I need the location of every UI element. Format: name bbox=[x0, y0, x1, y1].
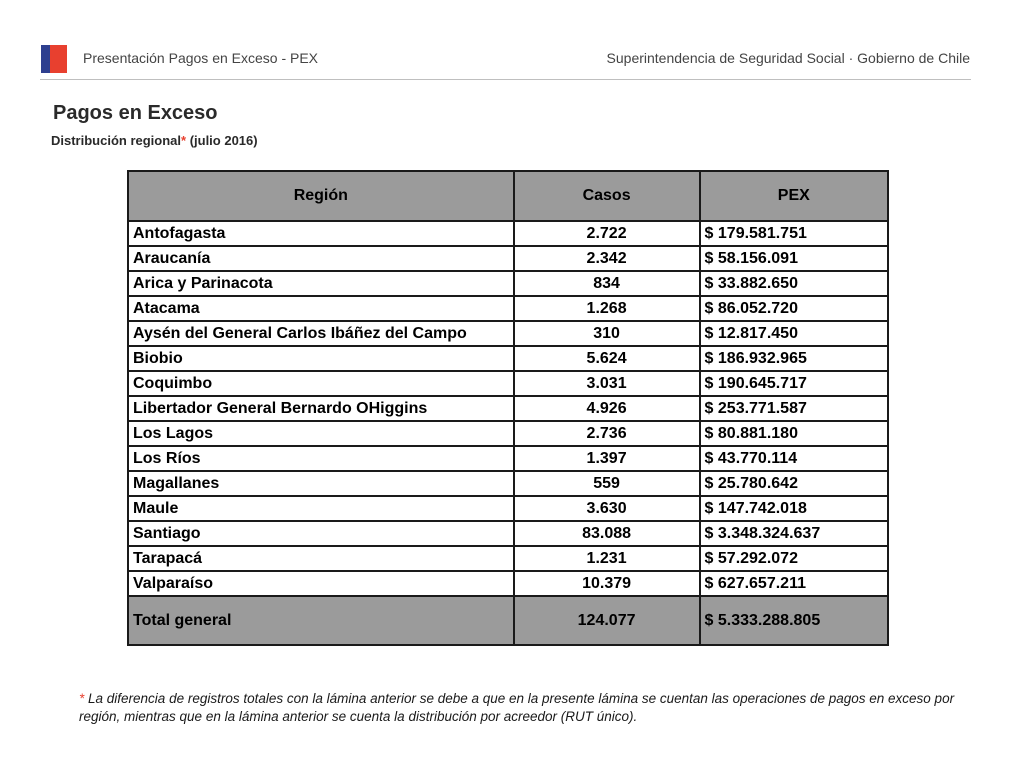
table-total-row bbox=[128, 596, 888, 645]
cell-pex: $ 12.817.450 bbox=[700, 321, 888, 346]
cell-casos: 834 bbox=[514, 271, 700, 296]
table-row bbox=[128, 496, 888, 521]
footnote-text: La diferencia de registros totales con la lámina anterior se debe a que en la presente lámina se cuentan las operaciones de pagos en exceso por región, mientras que en la lámina anterior se cuenta la distribución por acreedor (RUT único). bbox=[79, 691, 955, 724]
table-row bbox=[128, 221, 888, 246]
table-row bbox=[128, 321, 888, 346]
table-row bbox=[128, 546, 888, 571]
cell-pex: $ 58.156.091 bbox=[700, 246, 888, 271]
cell-pex: $ 627.657.211 bbox=[700, 571, 888, 596]
cell-casos: 2.736 bbox=[514, 421, 700, 446]
table-row bbox=[128, 471, 888, 496]
total-pex: $ 5.333.288.805 bbox=[700, 596, 888, 645]
cell-region: Libertador General Bernardo OHiggins bbox=[128, 396, 514, 421]
total-label: Total general bbox=[128, 596, 514, 645]
cell-casos: 310 bbox=[514, 321, 700, 346]
cell-casos: 3.031 bbox=[514, 371, 700, 396]
cell-region: Valparaíso bbox=[128, 571, 514, 596]
cell-casos: 5.624 bbox=[514, 346, 700, 371]
table-row bbox=[128, 246, 888, 271]
cell-region: Los Lagos bbox=[128, 421, 514, 446]
cell-region: Coquimbo bbox=[128, 371, 514, 396]
header-casos: Casos bbox=[514, 171, 700, 221]
table-row bbox=[128, 271, 888, 296]
cell-pex: $ 80.881.180 bbox=[700, 421, 888, 446]
header-pex: PEX bbox=[700, 171, 888, 221]
table-row bbox=[128, 396, 888, 421]
cell-casos: 1.397 bbox=[514, 446, 700, 471]
subtitle-asterisk: * bbox=[181, 133, 187, 148]
cell-region: Los Ríos bbox=[128, 446, 514, 471]
regional-distribution-table bbox=[127, 170, 889, 646]
table-row bbox=[128, 571, 888, 596]
footnote-asterisk: * bbox=[79, 691, 85, 706]
cell-pex: $ 3.348.324.637 bbox=[700, 521, 888, 546]
cell-pex: $ 33.882.650 bbox=[700, 271, 888, 296]
header-divider bbox=[40, 79, 971, 80]
table-header-row bbox=[128, 171, 888, 221]
cell-casos: 4.926 bbox=[514, 396, 700, 421]
footnote bbox=[79, 690, 959, 726]
flag-blue-band bbox=[41, 45, 50, 73]
header-region: Región bbox=[128, 171, 514, 221]
subtitle-main: Distribución regional bbox=[51, 133, 182, 148]
cell-pex: $ 86.052.720 bbox=[700, 296, 888, 321]
cell-casos: 10.379 bbox=[514, 571, 700, 596]
table-row bbox=[128, 346, 888, 371]
cell-region: Atacama bbox=[128, 296, 514, 321]
cell-pex: $ 43.770.114 bbox=[700, 446, 888, 471]
cell-casos: 83.088 bbox=[514, 521, 700, 546]
cell-pex: $ 25.780.642 bbox=[700, 471, 888, 496]
cell-region: Maule bbox=[128, 496, 514, 521]
cell-pex: $ 190.645.717 bbox=[700, 371, 888, 396]
cell-casos: 1.231 bbox=[514, 546, 700, 571]
page-subtitle bbox=[51, 133, 258, 148]
cell-region: Antofagasta bbox=[128, 221, 514, 246]
chile-flag-logo bbox=[41, 45, 67, 73]
cell-region: Biobio bbox=[128, 346, 514, 371]
cell-casos: 2.722 bbox=[514, 221, 700, 246]
page-title: Pagos en Exceso bbox=[53, 102, 218, 124]
flag-red-band bbox=[50, 45, 67, 73]
cell-pex: $ 147.742.018 bbox=[700, 496, 888, 521]
cell-casos: 1.268 bbox=[514, 296, 700, 321]
table-row bbox=[128, 521, 888, 546]
cell-region: Arica y Parinacota bbox=[128, 271, 514, 296]
cell-pex: $ 179.581.751 bbox=[700, 221, 888, 246]
cell-region: Tarapacá bbox=[128, 546, 514, 571]
table-row bbox=[128, 296, 888, 321]
subtitle-rest: (julio 2016) bbox=[186, 133, 258, 148]
total-casos: 124.077 bbox=[514, 596, 700, 645]
cell-pex: $ 186.932.965 bbox=[700, 346, 888, 371]
table-row bbox=[128, 371, 888, 396]
cell-region: Magallanes bbox=[128, 471, 514, 496]
organization-name: Superintendencia de Seguridad Social · Gobierno de Chile bbox=[606, 50, 970, 66]
presentation-title: Presentación Pagos en Exceso - PEX bbox=[83, 50, 319, 66]
cell-region: Santiago bbox=[128, 521, 514, 546]
cell-pex: $ 253.771.587 bbox=[700, 396, 888, 421]
cell-region: Araucanía bbox=[128, 246, 514, 271]
cell-casos: 2.342 bbox=[514, 246, 700, 271]
table-row bbox=[128, 421, 888, 446]
cell-pex: $ 57.292.072 bbox=[700, 546, 888, 571]
cell-casos: 559 bbox=[514, 471, 700, 496]
table-row bbox=[128, 446, 888, 471]
cell-casos: 3.630 bbox=[514, 496, 700, 521]
cell-region: Aysén del General Carlos Ibáñez del Campo bbox=[128, 321, 514, 346]
